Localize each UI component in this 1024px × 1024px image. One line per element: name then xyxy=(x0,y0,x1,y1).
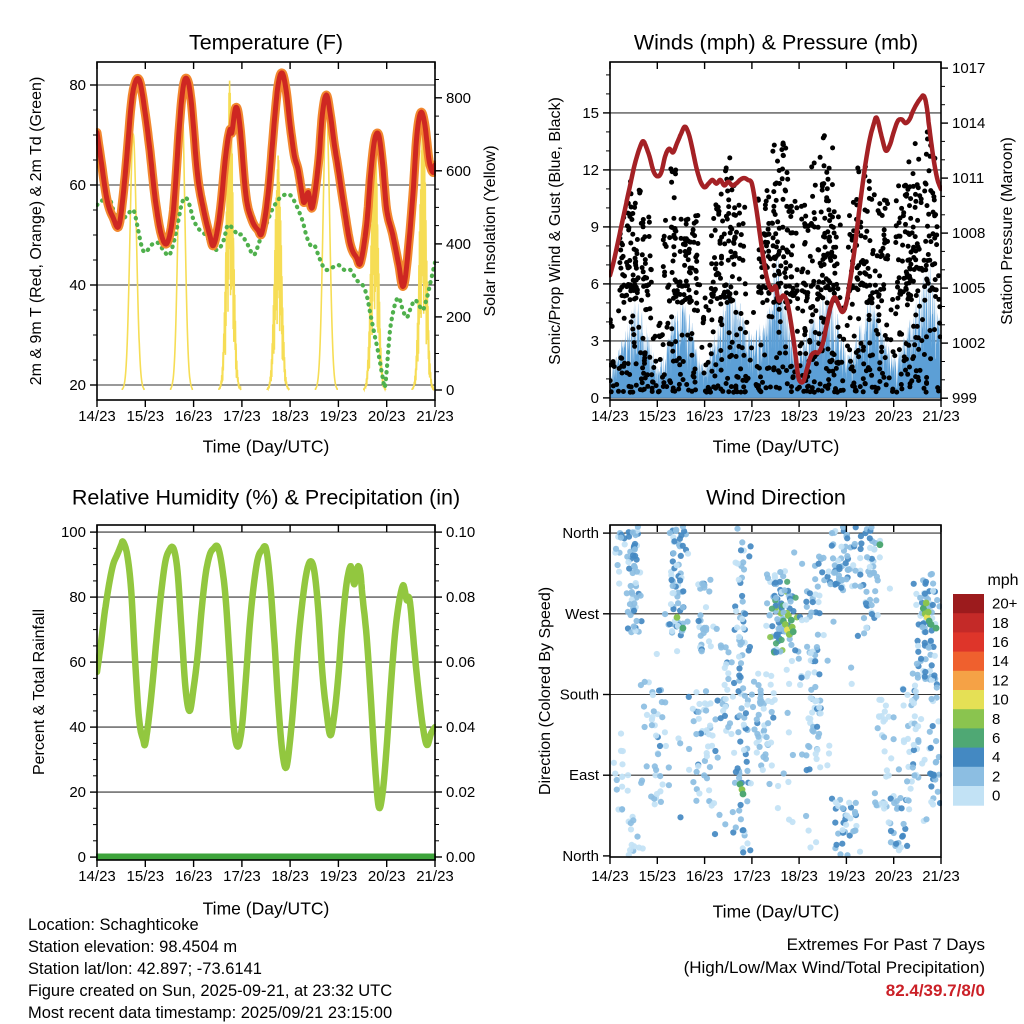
y-tick-label-right: 1011 xyxy=(952,170,985,188)
y-tick-label-right: 1014 xyxy=(952,115,986,133)
x-tick-label: 18/23 xyxy=(271,868,309,885)
wind-direction-scatter xyxy=(611,523,943,858)
winds_pressure-chart xyxy=(582,60,985,425)
y-tick-label-left: 6 xyxy=(590,275,599,293)
footer-created: Figure created on Sun, 2025-09-21, at 23:32 UTC xyxy=(28,982,393,1000)
legend-label: 16 xyxy=(992,634,1009,651)
legend-swatch xyxy=(953,690,984,710)
y-tick-label-left: 20 xyxy=(69,784,86,802)
legend-swatch xyxy=(953,632,984,652)
y-tick-label-left: West xyxy=(565,605,599,623)
y-tick-label-right: 0.02 xyxy=(446,784,476,801)
ylabel-direction-left: Direction (Colored By Speed) xyxy=(537,586,554,796)
x-tick-label: 19/23 xyxy=(319,868,358,885)
chart-title-wind-direction: Wind Direction xyxy=(706,485,846,510)
temperature-series xyxy=(97,73,435,390)
chart-title-temperature: Temperature (F) xyxy=(188,30,344,55)
y-tick-label-left: 12 xyxy=(582,161,599,179)
legend-title: mph xyxy=(987,572,1019,589)
speed-legend xyxy=(953,572,1019,806)
y-tick-label-right: 1005 xyxy=(952,280,986,298)
x-tick-label: 14/23 xyxy=(78,868,116,885)
y-tick-label-left: 100 xyxy=(60,524,86,542)
legend-label: 0 xyxy=(992,787,1001,805)
y-tick-label-right: 1017 xyxy=(952,60,986,78)
ylabel-temperature-left: 2m & 9m T (Red, Orange) & 2m Td (Green) xyxy=(28,76,45,386)
legend-label: 20+ xyxy=(992,595,1018,613)
x-tick-label: 20/23 xyxy=(367,868,406,885)
chart-title-humidity: Relative Humidity (%) & Precipitation (in) xyxy=(71,485,461,510)
legend-swatch xyxy=(953,728,984,748)
legend-label: 12 xyxy=(992,672,1009,690)
y-tick-label-left: 60 xyxy=(69,654,86,672)
x-tick-label: 15/23 xyxy=(638,868,677,885)
y-tick-label-right: 200 xyxy=(446,308,472,326)
x-tick-label: 21/23 xyxy=(416,408,454,425)
x-tick-label: 21/23 xyxy=(922,868,960,885)
legend-swatch xyxy=(953,709,984,729)
x-tick-label: 18/23 xyxy=(780,868,818,885)
y-tick-label-right: 0.04 xyxy=(446,719,476,737)
humidity_precip-chart xyxy=(61,524,475,885)
x-tick-label: 18/23 xyxy=(271,408,309,425)
x-tick-label: 16/23 xyxy=(174,408,213,425)
station-footer xyxy=(28,914,392,1024)
legend-swatch xyxy=(953,594,984,614)
wind_direction-chart xyxy=(560,523,960,885)
x-tick-label: 20/23 xyxy=(367,408,406,425)
x-tick-label: 14/23 xyxy=(591,408,629,425)
humidity_precip-series xyxy=(97,541,435,857)
y-tick-label-left: 80 xyxy=(69,589,86,607)
y-tick-label-right: 0.08 xyxy=(446,589,476,607)
y-tick-label-left: 3 xyxy=(590,332,599,350)
footer-timestamp: Most recent data timestamp: 2025/09/21 23:15:00 xyxy=(28,1004,393,1022)
y-tick-label-left: 9 xyxy=(590,218,599,236)
x-tick-label: 15/23 xyxy=(126,868,165,885)
chart-title-winds-pressure: Winds (mph) & Pressure (mb) xyxy=(633,30,919,55)
x-tick-label: 18/23 xyxy=(780,408,818,425)
y-tick-label-right: 1008 xyxy=(952,225,986,243)
extremes-subtitle: (High/Low/Max Wind/Total Precipitation) xyxy=(683,958,985,977)
y-tick-label-right: 0.00 xyxy=(446,849,476,866)
y-tick-label-left: 40 xyxy=(69,277,86,294)
y-tick-label-left: 0 xyxy=(590,389,599,407)
ylabel-wind-left: Sonic/Prop Wind & Gust (Blue, Black) xyxy=(547,97,564,365)
x-tick-label: 14/23 xyxy=(78,408,116,425)
legend-swatch xyxy=(953,613,984,633)
x-tick-label: 19/23 xyxy=(827,408,866,425)
footer-location: Location: Schaghticoke xyxy=(28,916,199,934)
xlabel-winds-pressure: Time (Day/UTC) xyxy=(712,436,840,457)
x-tick-label: 21/23 xyxy=(922,408,960,425)
x-tick-label: 14/23 xyxy=(591,868,629,885)
y-tick-label-left: 60 xyxy=(69,177,86,194)
x-tick-label: 16/23 xyxy=(685,868,724,885)
x-tick-label: 21/23 xyxy=(416,868,454,885)
temperature-chart xyxy=(69,62,471,425)
xlabel-wind-direction: Time (Day/UTC) xyxy=(712,901,840,922)
y-tick-label-right: 400 xyxy=(446,235,472,253)
x-tick-label: 20/23 xyxy=(874,868,913,885)
x-tick-label: 20/23 xyxy=(874,408,913,425)
winds_pressure-series xyxy=(608,96,943,398)
legend-swatch xyxy=(953,671,984,691)
y-tick-label-right: 999 xyxy=(952,390,978,408)
legend-label: 8 xyxy=(992,710,1001,728)
legend-label: 2 xyxy=(992,768,1001,786)
y-tick-label-right: 600 xyxy=(446,162,472,180)
x-tick-label: 17/23 xyxy=(223,408,261,425)
x-tick-label: 15/23 xyxy=(638,408,677,425)
y-tick-label-right: 0 xyxy=(446,382,455,399)
y-tick-label-left: North xyxy=(562,525,599,543)
xlabel-humidity: Time (Day/UTC) xyxy=(202,898,330,919)
legend-label: 10 xyxy=(992,691,1009,709)
x-tick-label: 17/23 xyxy=(223,868,261,885)
legend-label: 14 xyxy=(992,653,1009,671)
y-tick-label-left: 15 xyxy=(582,104,599,122)
legend-label: 18 xyxy=(992,614,1009,632)
ylabel-humidity-left: Percent & Total Rainfall xyxy=(31,608,48,776)
extremes-value: 82.4/39.7/8/0 xyxy=(885,981,985,1000)
footer-latlon: Station lat/lon: 42.897; -73.6141 xyxy=(28,960,262,978)
y-tick-label-right: 0.10 xyxy=(446,524,476,542)
y-tick-label-right: 0.06 xyxy=(446,654,476,672)
y-tick-label-right: 800 xyxy=(446,89,472,107)
extremes-title: Extremes For Past 7 Days xyxy=(786,935,985,954)
x-tick-label: 16/23 xyxy=(685,408,724,425)
xlabel-temperature: Time (Day/UTC) xyxy=(202,436,330,457)
legend-label: 4 xyxy=(992,749,1001,767)
legend-swatch xyxy=(953,767,984,787)
y-tick-label-right: 1002 xyxy=(952,335,986,353)
y-tick-label-left: East xyxy=(568,767,599,785)
legend-swatch xyxy=(953,786,984,806)
humidity_precip-gridlines xyxy=(97,532,435,857)
x-tick-label: 17/23 xyxy=(733,408,771,425)
x-tick-label: 17/23 xyxy=(733,868,771,885)
x-tick-label: 16/23 xyxy=(174,868,213,885)
x-tick-label: 19/23 xyxy=(827,868,866,885)
ylabel-solar-right: Solar Insolation (Yellow) xyxy=(482,145,499,317)
x-tick-label: 15/23 xyxy=(126,408,165,425)
legend-swatch xyxy=(953,748,984,768)
x-tick-label: 19/23 xyxy=(319,408,358,425)
legend-swatch xyxy=(953,652,984,672)
y-tick-label-left: 0 xyxy=(77,849,86,867)
y-tick-label-left: North xyxy=(562,847,599,865)
extremes-block xyxy=(684,933,985,1002)
ylabel-pressure-right: Station Pressure (Maroon) xyxy=(999,137,1016,325)
y-tick-label-left: South xyxy=(559,686,599,704)
footer-elevation: Station elevation: 98.4504 m xyxy=(28,938,238,956)
y-tick-label-left: 20 xyxy=(69,377,86,394)
y-tick-label-left: 80 xyxy=(69,77,86,94)
legend-label: 6 xyxy=(992,730,1001,747)
y-tick-label-left: 40 xyxy=(69,719,86,737)
